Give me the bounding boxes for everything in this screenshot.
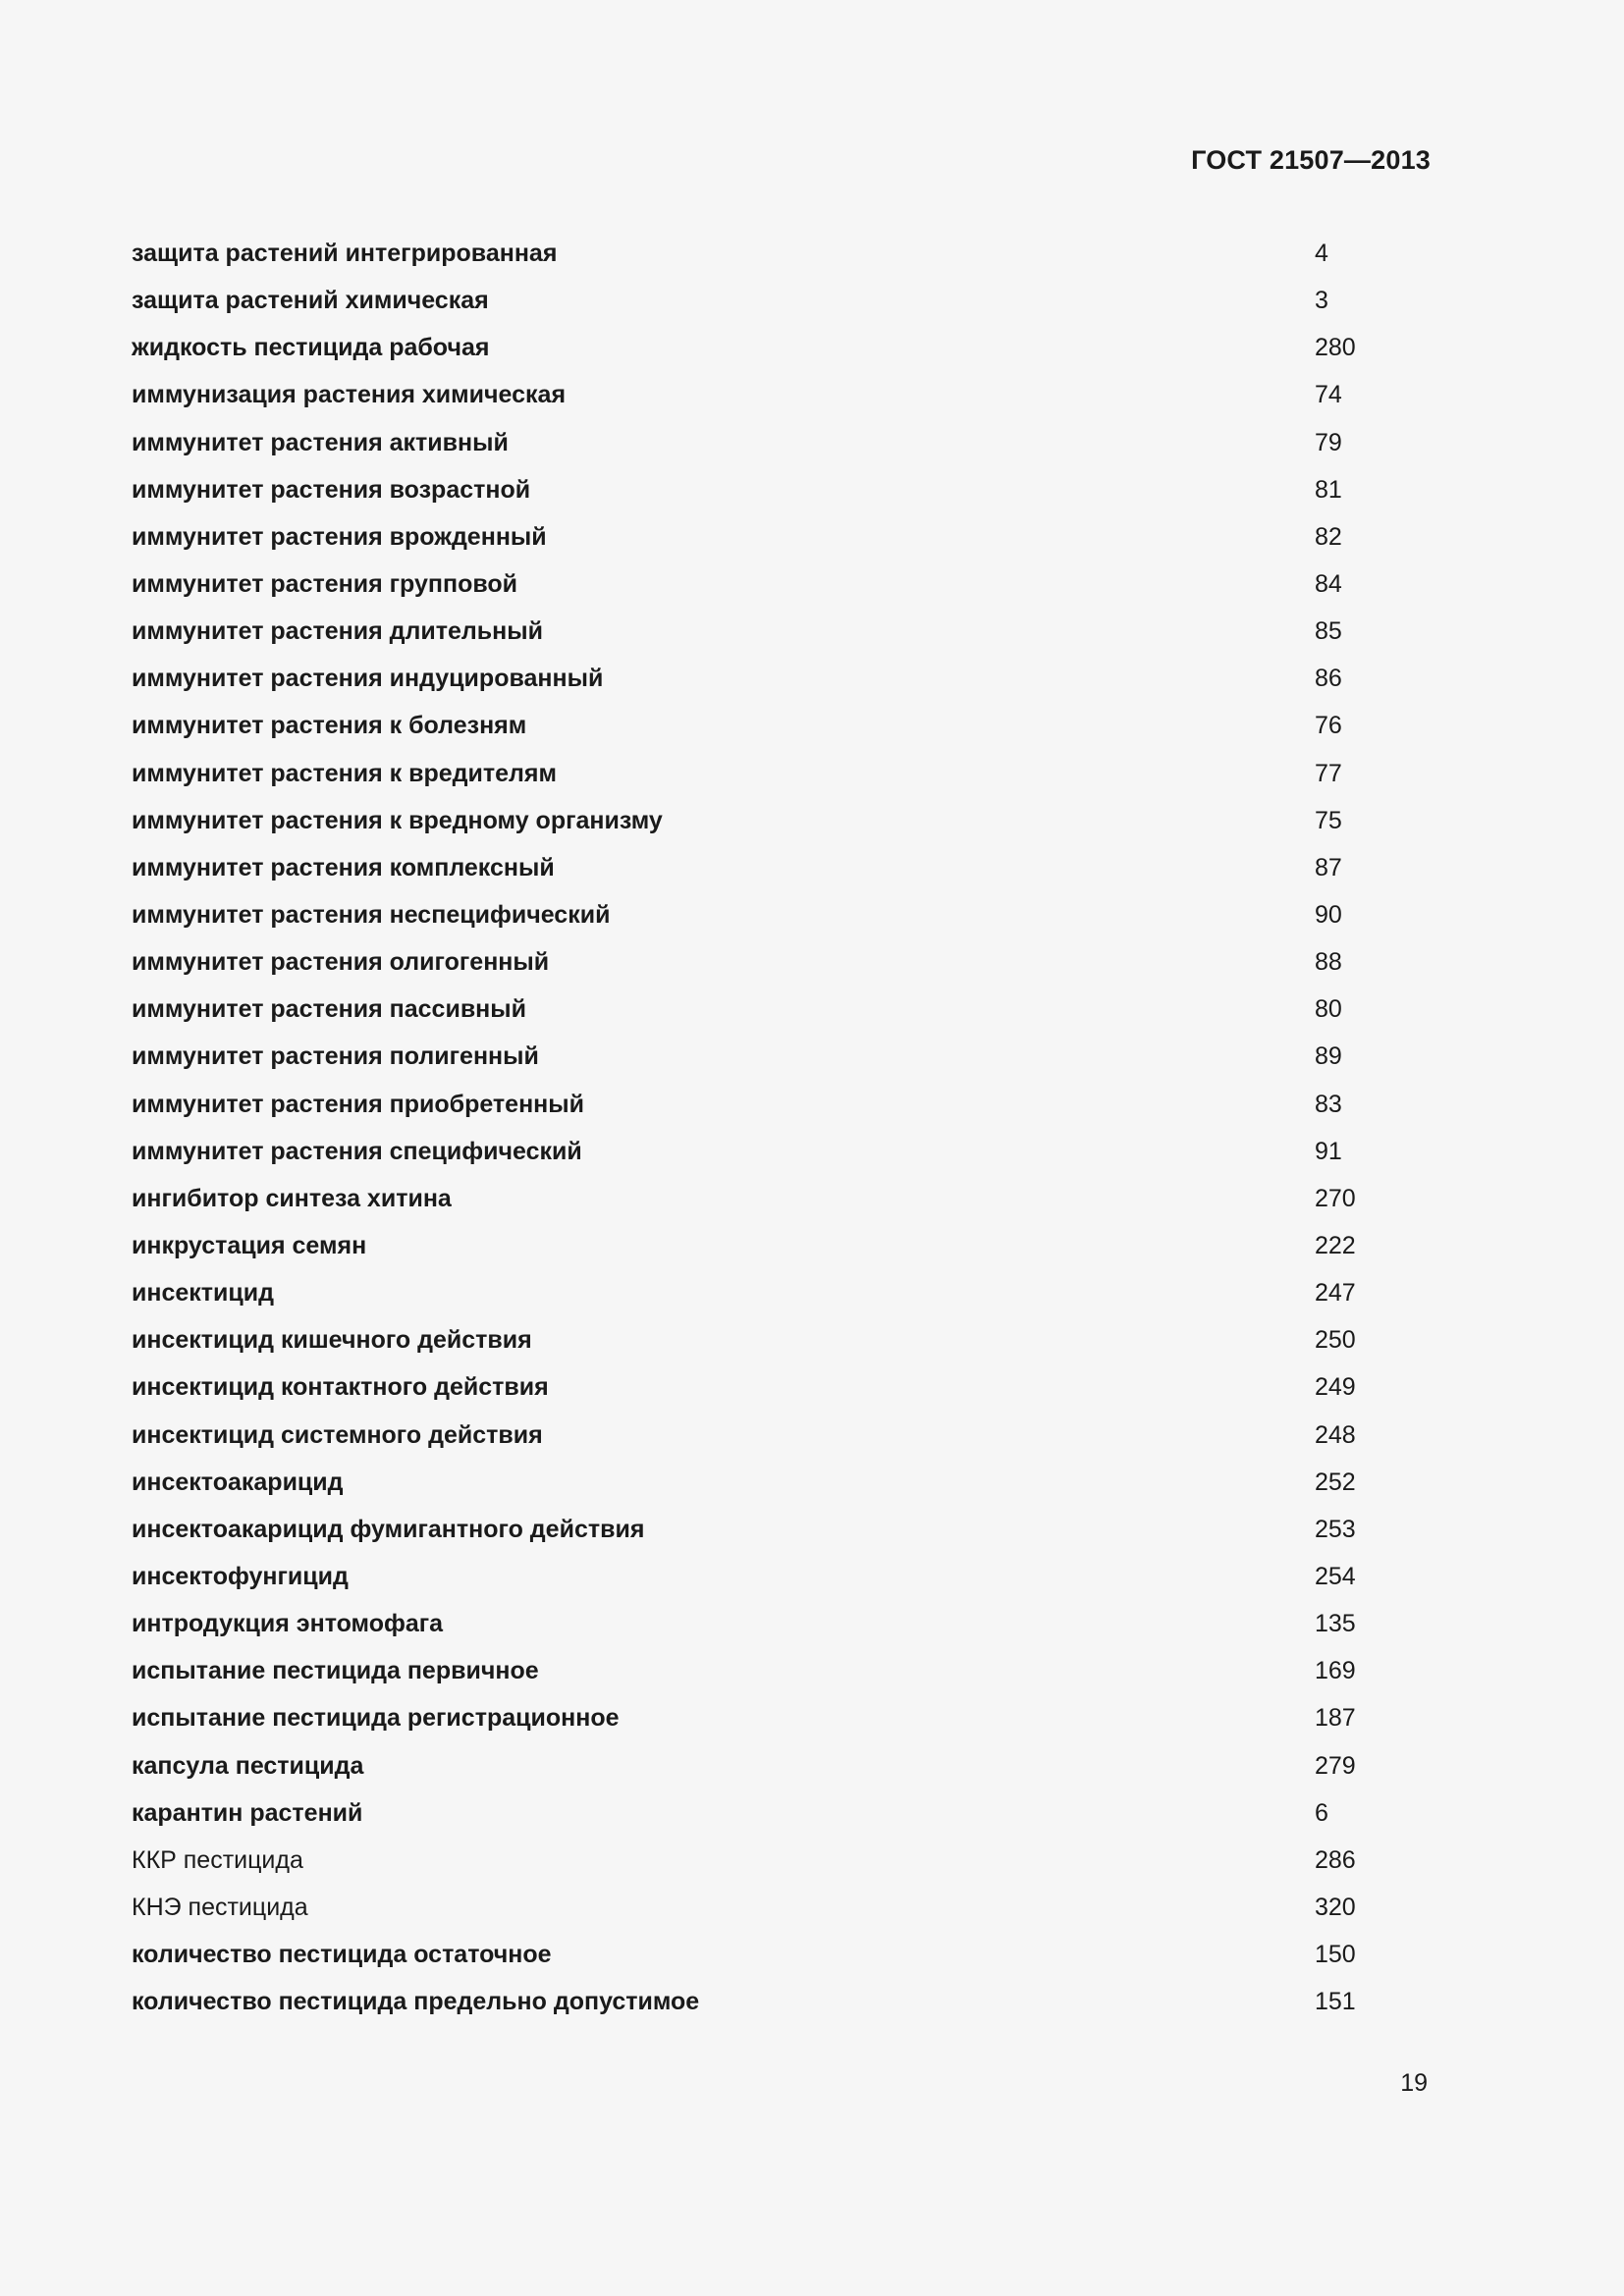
index-term-number: 89 bbox=[1315, 1042, 1342, 1071]
index-term: жидкость пестицида рабочая bbox=[132, 334, 490, 362]
index-term: испытание пестицида первичное bbox=[132, 1657, 539, 1685]
index-entry bbox=[132, 1181, 1369, 1228]
index-term-number: 74 bbox=[1315, 381, 1342, 409]
index-term: иммунитет растения специфический bbox=[132, 1137, 582, 1165]
index-term-number: 249 bbox=[1315, 1373, 1356, 1402]
index-term-number: 88 bbox=[1315, 948, 1342, 977]
index-term-number: 280 bbox=[1315, 334, 1356, 362]
index-term: иммунитет растения олигогенный bbox=[132, 948, 550, 977]
index-term-number: 248 bbox=[1315, 1420, 1356, 1449]
index-term: количество пестицида предельно допустимое bbox=[132, 1988, 700, 2016]
index-term-number: 254 bbox=[1315, 1562, 1356, 1590]
index-term-number: 85 bbox=[1315, 617, 1342, 646]
index-term: карантин растений bbox=[132, 1798, 363, 1827]
index-term-number: 150 bbox=[1315, 1941, 1356, 1969]
index-term: капсула пестицида bbox=[132, 1751, 364, 1780]
index-term-number: 286 bbox=[1315, 1845, 1356, 1874]
document-header: ГОСТ 21507—2013 bbox=[1191, 145, 1431, 175]
index-term-number: 6 bbox=[1315, 1798, 1328, 1827]
index-entry bbox=[132, 330, 1369, 377]
index-entry bbox=[132, 1465, 1369, 1512]
index-term-number: 75 bbox=[1315, 806, 1342, 834]
index-entry bbox=[132, 1653, 1369, 1700]
index-term-number: 90 bbox=[1315, 900, 1342, 929]
index-entry bbox=[132, 425, 1369, 472]
index-entry bbox=[132, 803, 1369, 850]
index-term: ингибитор синтеза хитина bbox=[132, 1184, 452, 1212]
index-term: иммунитет растения комплексный bbox=[132, 853, 555, 881]
index-term: инсектицид кишечного действия bbox=[132, 1326, 532, 1355]
index-entry bbox=[132, 1842, 1369, 1890]
index-entry bbox=[132, 1984, 1369, 2031]
index-entry bbox=[132, 1559, 1369, 1606]
index-entry bbox=[132, 850, 1369, 897]
index-entry bbox=[132, 991, 1369, 1039]
index-term-number: 270 bbox=[1315, 1184, 1356, 1212]
index-term: количество пестицида остаточное bbox=[132, 1941, 552, 1969]
index-term: иммунитет растения пассивный bbox=[132, 995, 527, 1024]
index-entry bbox=[132, 1228, 1369, 1275]
index-term: защита растений химическая bbox=[132, 287, 489, 315]
index-term-number: 79 bbox=[1315, 428, 1342, 456]
term-index-list bbox=[132, 236, 1369, 2031]
index-entry bbox=[132, 1087, 1369, 1134]
index-term-number: 81 bbox=[1315, 475, 1342, 504]
index-term-number: 252 bbox=[1315, 1468, 1356, 1496]
index-term-number: 80 bbox=[1315, 995, 1342, 1024]
index-term: защита растений интегрированная bbox=[132, 240, 558, 267]
index-entry bbox=[132, 1369, 1369, 1416]
index-entry bbox=[132, 283, 1369, 330]
index-term: инсектицид системного действия bbox=[132, 1420, 543, 1449]
index-entry bbox=[132, 1748, 1369, 1795]
index-entry bbox=[132, 1890, 1369, 1937]
index-term: ККР пестицида bbox=[132, 1845, 303, 1874]
index-term-number: 3 bbox=[1315, 287, 1328, 315]
index-entry bbox=[132, 1700, 1369, 1747]
index-entry bbox=[132, 472, 1369, 519]
index-entry bbox=[132, 661, 1369, 708]
index-term-number: 250 bbox=[1315, 1326, 1356, 1355]
index-entry bbox=[132, 1275, 1369, 1322]
index-entry bbox=[132, 1134, 1369, 1181]
index-entry bbox=[132, 708, 1369, 755]
index-term: иммунитет растения к болезням bbox=[132, 712, 527, 740]
index-term: инсектицид bbox=[132, 1279, 275, 1308]
index-term: инсектоакарицид фумигантного действия bbox=[132, 1515, 645, 1543]
index-term: иммунитет растения приобретенный bbox=[132, 1090, 584, 1118]
index-term-number: 187 bbox=[1315, 1704, 1356, 1733]
index-entry bbox=[132, 1322, 1369, 1369]
index-term: иммунитет растения индуцированный bbox=[132, 665, 604, 693]
index-term-number: 76 bbox=[1315, 712, 1342, 740]
index-entry bbox=[132, 236, 1369, 283]
index-term: инсектицид контактного действия bbox=[132, 1373, 549, 1402]
index-term: иммунитет растения к вредному организму bbox=[132, 806, 663, 834]
index-term: инкрустация семян bbox=[132, 1231, 367, 1259]
page-number: 19 bbox=[1400, 2069, 1428, 2097]
index-term-number: 83 bbox=[1315, 1090, 1342, 1118]
index-term-number: 151 bbox=[1315, 1988, 1356, 2016]
index-term-number: 222 bbox=[1315, 1231, 1356, 1259]
index-term-number: 247 bbox=[1315, 1279, 1356, 1308]
index-term-number: 77 bbox=[1315, 759, 1342, 787]
index-term-number: 4 bbox=[1315, 240, 1328, 267]
index-entry bbox=[132, 519, 1369, 566]
index-term: иммунитет растения возрастной bbox=[132, 475, 531, 504]
index-term-number: 279 bbox=[1315, 1751, 1356, 1780]
index-entry bbox=[132, 566, 1369, 614]
index-term-number: 135 bbox=[1315, 1610, 1356, 1638]
index-entry bbox=[132, 377, 1369, 424]
index-term-number: 169 bbox=[1315, 1657, 1356, 1685]
index-entry bbox=[132, 1606, 1369, 1653]
index-term: КНЭ пестицида bbox=[132, 1893, 308, 1921]
index-term-number: 82 bbox=[1315, 522, 1342, 551]
index-entry bbox=[132, 1795, 1369, 1842]
index-entry bbox=[132, 1417, 1369, 1465]
index-term-number: 91 bbox=[1315, 1137, 1342, 1165]
index-term: иммунитет растения неспецифический bbox=[132, 900, 611, 929]
index-entry bbox=[132, 756, 1369, 803]
index-entry bbox=[132, 1512, 1369, 1559]
index-term: иммунитет растения групповой bbox=[132, 569, 518, 598]
index-term: иммунитет растения активный bbox=[132, 428, 509, 456]
index-entry bbox=[132, 944, 1369, 991]
index-term: испытание пестицида регистрационное bbox=[132, 1704, 620, 1733]
index-term-number: 320 bbox=[1315, 1893, 1356, 1921]
index-term-number: 87 bbox=[1315, 853, 1342, 881]
index-term: иммунизация растения химическая bbox=[132, 381, 567, 409]
index-term: иммунитет растения полигенный bbox=[132, 1042, 539, 1071]
index-entry bbox=[132, 1039, 1369, 1086]
index-term-number: 84 bbox=[1315, 569, 1342, 598]
index-entry bbox=[132, 897, 1369, 944]
index-entry bbox=[132, 614, 1369, 661]
index-term-number: 86 bbox=[1315, 665, 1342, 693]
index-term-number: 253 bbox=[1315, 1515, 1356, 1543]
index-entry bbox=[132, 1937, 1369, 1984]
index-term: инсектофунгицид bbox=[132, 1562, 349, 1590]
index-term: интродукция энтомофага bbox=[132, 1610, 444, 1638]
index-term: иммунитет растения врожденный bbox=[132, 522, 547, 551]
index-term: инсектоакарицид bbox=[132, 1468, 344, 1496]
index-term: иммунитет растения к вредителям bbox=[132, 759, 557, 787]
index-term: иммунитет растения длительный bbox=[132, 617, 543, 646]
